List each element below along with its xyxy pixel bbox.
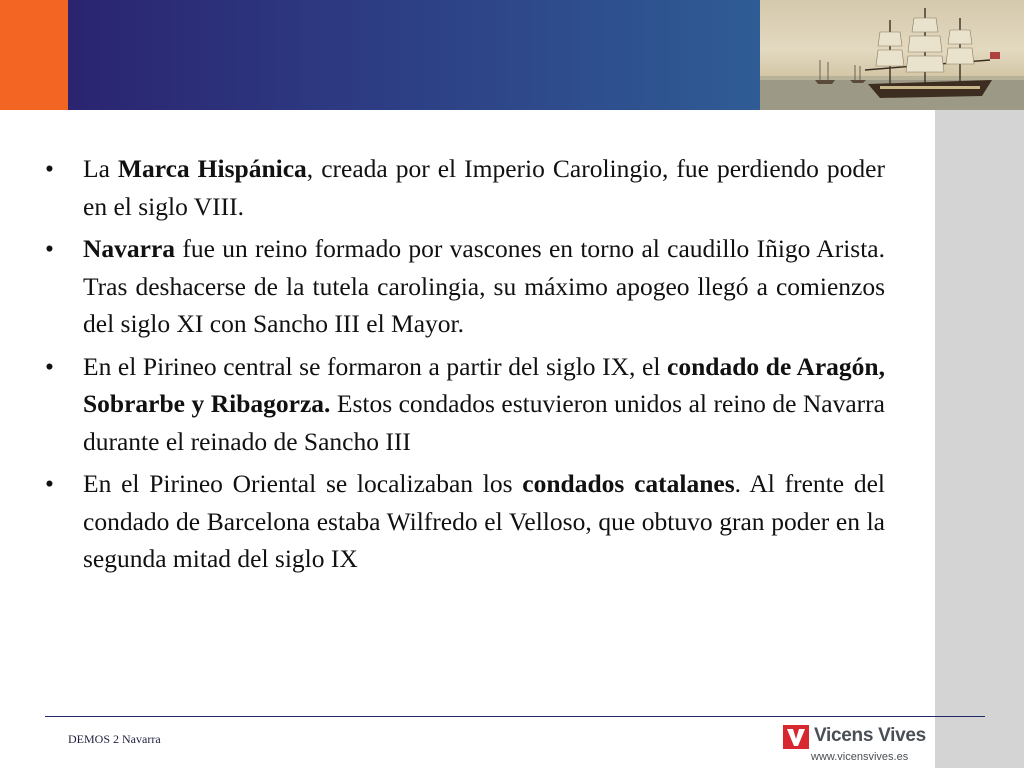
bullet-text-run: . Al frente del condado de Barcelona estaba Wilfredo el Velloso, que obtuvo gran poder en la segunda mitad del siglo IX xyxy=(83,469,885,573)
bullet-icon: • xyxy=(45,154,54,183)
bullet-item xyxy=(45,465,885,578)
bullet-text xyxy=(83,234,885,338)
bullet-text xyxy=(83,154,885,221)
bullet-text xyxy=(83,469,885,573)
bullet-item xyxy=(45,348,885,461)
bullet-bold-run: Marca Hispánica xyxy=(117,154,307,183)
bullet-text-run: , creada por el Imperio Carolingio, fue perdiendo poder en el siglo VIII. xyxy=(83,154,885,221)
bullet-text xyxy=(83,352,885,456)
header-banner xyxy=(68,0,760,110)
bullet-text-run: fue un reino formado por vascones en torno al caudillo Iñigo Arista. Tras deshacerse de la tutela carolingia, su máximo apogeo llegó a comienzos del siglo XI con Sancho III el Mayor. xyxy=(83,234,885,338)
bullet-bold-run: Navarra xyxy=(83,234,176,263)
bullet-text-run: La xyxy=(83,154,118,183)
bullet-text-run: Estos condados estuvieron unidos al reino de Navarra durante el reinado de Sancho III xyxy=(83,389,885,456)
bullet-item xyxy=(45,150,885,225)
bullet-bold-run: condado de Aragón, Sobrarbe y Ribagorza. xyxy=(83,351,885,418)
footer-divider xyxy=(45,716,985,717)
bullet-bold-run: condados catalanes xyxy=(522,469,735,498)
bullet-icon: • xyxy=(45,234,54,263)
ship-painting-image xyxy=(760,0,1024,110)
bullet-icon: • xyxy=(45,351,54,381)
bullet-icon: • xyxy=(45,469,54,498)
bullet-text-run: En el Pirineo Oriental se localizaban los xyxy=(83,469,523,498)
vv-logo-icon xyxy=(783,725,809,749)
header-orange-block xyxy=(0,0,68,110)
vicens-vives-logo[interactable] xyxy=(783,725,928,765)
right-sidebar-bar xyxy=(935,110,1024,768)
footer-label: DEMOS 2 Navarra xyxy=(68,732,161,746)
ship-painting-icon xyxy=(760,0,1024,110)
bullet-text-run: En el Pirineo central se formaron a partir del siglo IX, el xyxy=(83,351,668,381)
bullet-list xyxy=(45,150,885,583)
bullet-item xyxy=(45,230,885,343)
logo-name: Vicens Vives xyxy=(814,725,926,746)
logo-url[interactable]: www.vicensvives.es xyxy=(811,751,909,763)
